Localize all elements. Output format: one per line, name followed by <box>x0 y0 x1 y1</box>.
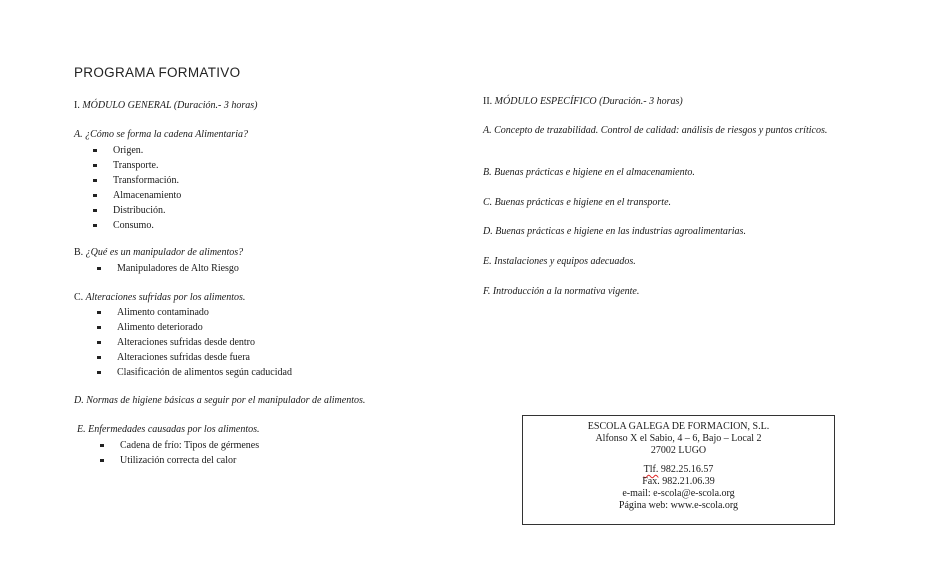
section-a-list <box>93 143 181 233</box>
section-b-prefix: B. <box>74 247 84 258</box>
general-module-heading <box>74 100 257 112</box>
company-name: ESCOLA GALEGA DE FORMACION, S.L. <box>587 421 770 432</box>
company-address: Alfonso X el Sabio, 4 – 6, Bajo – Local 2 <box>595 433 762 444</box>
specific-module-prefix: II. <box>483 96 493 107</box>
section-e-label: E. Enfermedades causadas por los alimentos. <box>77 424 260 435</box>
specific-module-title: MÓDULO ESPECÍFICO (Duración.- 3 horas) <box>494 96 683 107</box>
specific-module-heading <box>483 96 683 108</box>
section-d-label: D. Normas de higiene básicas a seguir por el manipulador de alimentos. <box>74 395 366 406</box>
specific-item-e: E. Instalaciones y equipos adecuados. <box>483 256 636 267</box>
general-module-prefix: I. <box>74 100 80 111</box>
company-phone <box>523 464 834 476</box>
company-email: e-mail: e-scola@e-scola.org <box>622 488 735 499</box>
section-c-prefix: C. <box>74 292 84 303</box>
page-title: PROGRAMA FORMATIVO <box>74 65 241 80</box>
general-module-title: MÓDULO GENERAL (Duración.- 3 horas) <box>82 100 258 111</box>
list-item: Transporte. <box>93 158 181 173</box>
list-item: Alteraciones sufridas desde dentro <box>97 335 292 350</box>
specific-item-d: D. Buenas prácticas e higiene en las industrias agroalimentarias. <box>483 226 746 237</box>
list-item: Consumo. <box>93 218 181 233</box>
list-item: Transformación. <box>93 173 181 188</box>
phone-number: 982.25.16.57 <box>660 464 714 475</box>
company-web: Página web: www.e-scola.org <box>618 500 739 511</box>
section-c-list <box>97 305 292 380</box>
list-item: Alteraciones sufridas desde fuera <box>97 350 292 365</box>
section-b-list <box>97 261 239 276</box>
list-item: Clasificación de alimentos según caducidad <box>97 365 292 380</box>
contact-box <box>522 415 835 525</box>
list-item: Cadena de frío: Tipos de gérmenes <box>100 438 259 453</box>
section-c-label <box>74 292 245 304</box>
spacer <box>523 457 834 464</box>
company-fax: Fax. 982.21.06.39 <box>642 476 715 487</box>
specific-item-c: C. Buenas prácticas e higiene en el transporte. <box>483 197 672 208</box>
section-a-label: A. ¿Cómo se forma la cadena Alimentaria? <box>74 129 248 140</box>
list-item: Origen. <box>93 143 181 158</box>
section-b-title: ¿Qué es un manipulador de alimentos? <box>85 247 244 258</box>
section-c-title: Alteraciones sufridas por los alimentos. <box>85 292 246 303</box>
list-item: Distribución. <box>93 203 181 218</box>
section-b-label <box>74 247 243 259</box>
phone-label: Tlf. <box>643 464 659 475</box>
list-item: Manipuladores de Alto Riesgo <box>97 261 239 276</box>
section-e-list <box>100 438 259 468</box>
list-item: Alimento contaminado <box>97 305 292 320</box>
specific-item-b: B. Buenas prácticas e higiene en el almacenamiento. <box>483 167 695 178</box>
list-item: Almacenamiento <box>93 188 181 203</box>
list-item: Alimento deteriorado <box>97 320 292 335</box>
list-item: Utilización correcta del calor <box>100 453 259 468</box>
specific-item-a: A. Concepto de trazabilidad. Control de calidad: análisis de riesgos y puntos críticos. <box>483 125 828 136</box>
company-city: 27002 LUGO <box>650 445 707 456</box>
specific-item-f: F. Introducción a la normativa vigente. <box>483 286 640 297</box>
